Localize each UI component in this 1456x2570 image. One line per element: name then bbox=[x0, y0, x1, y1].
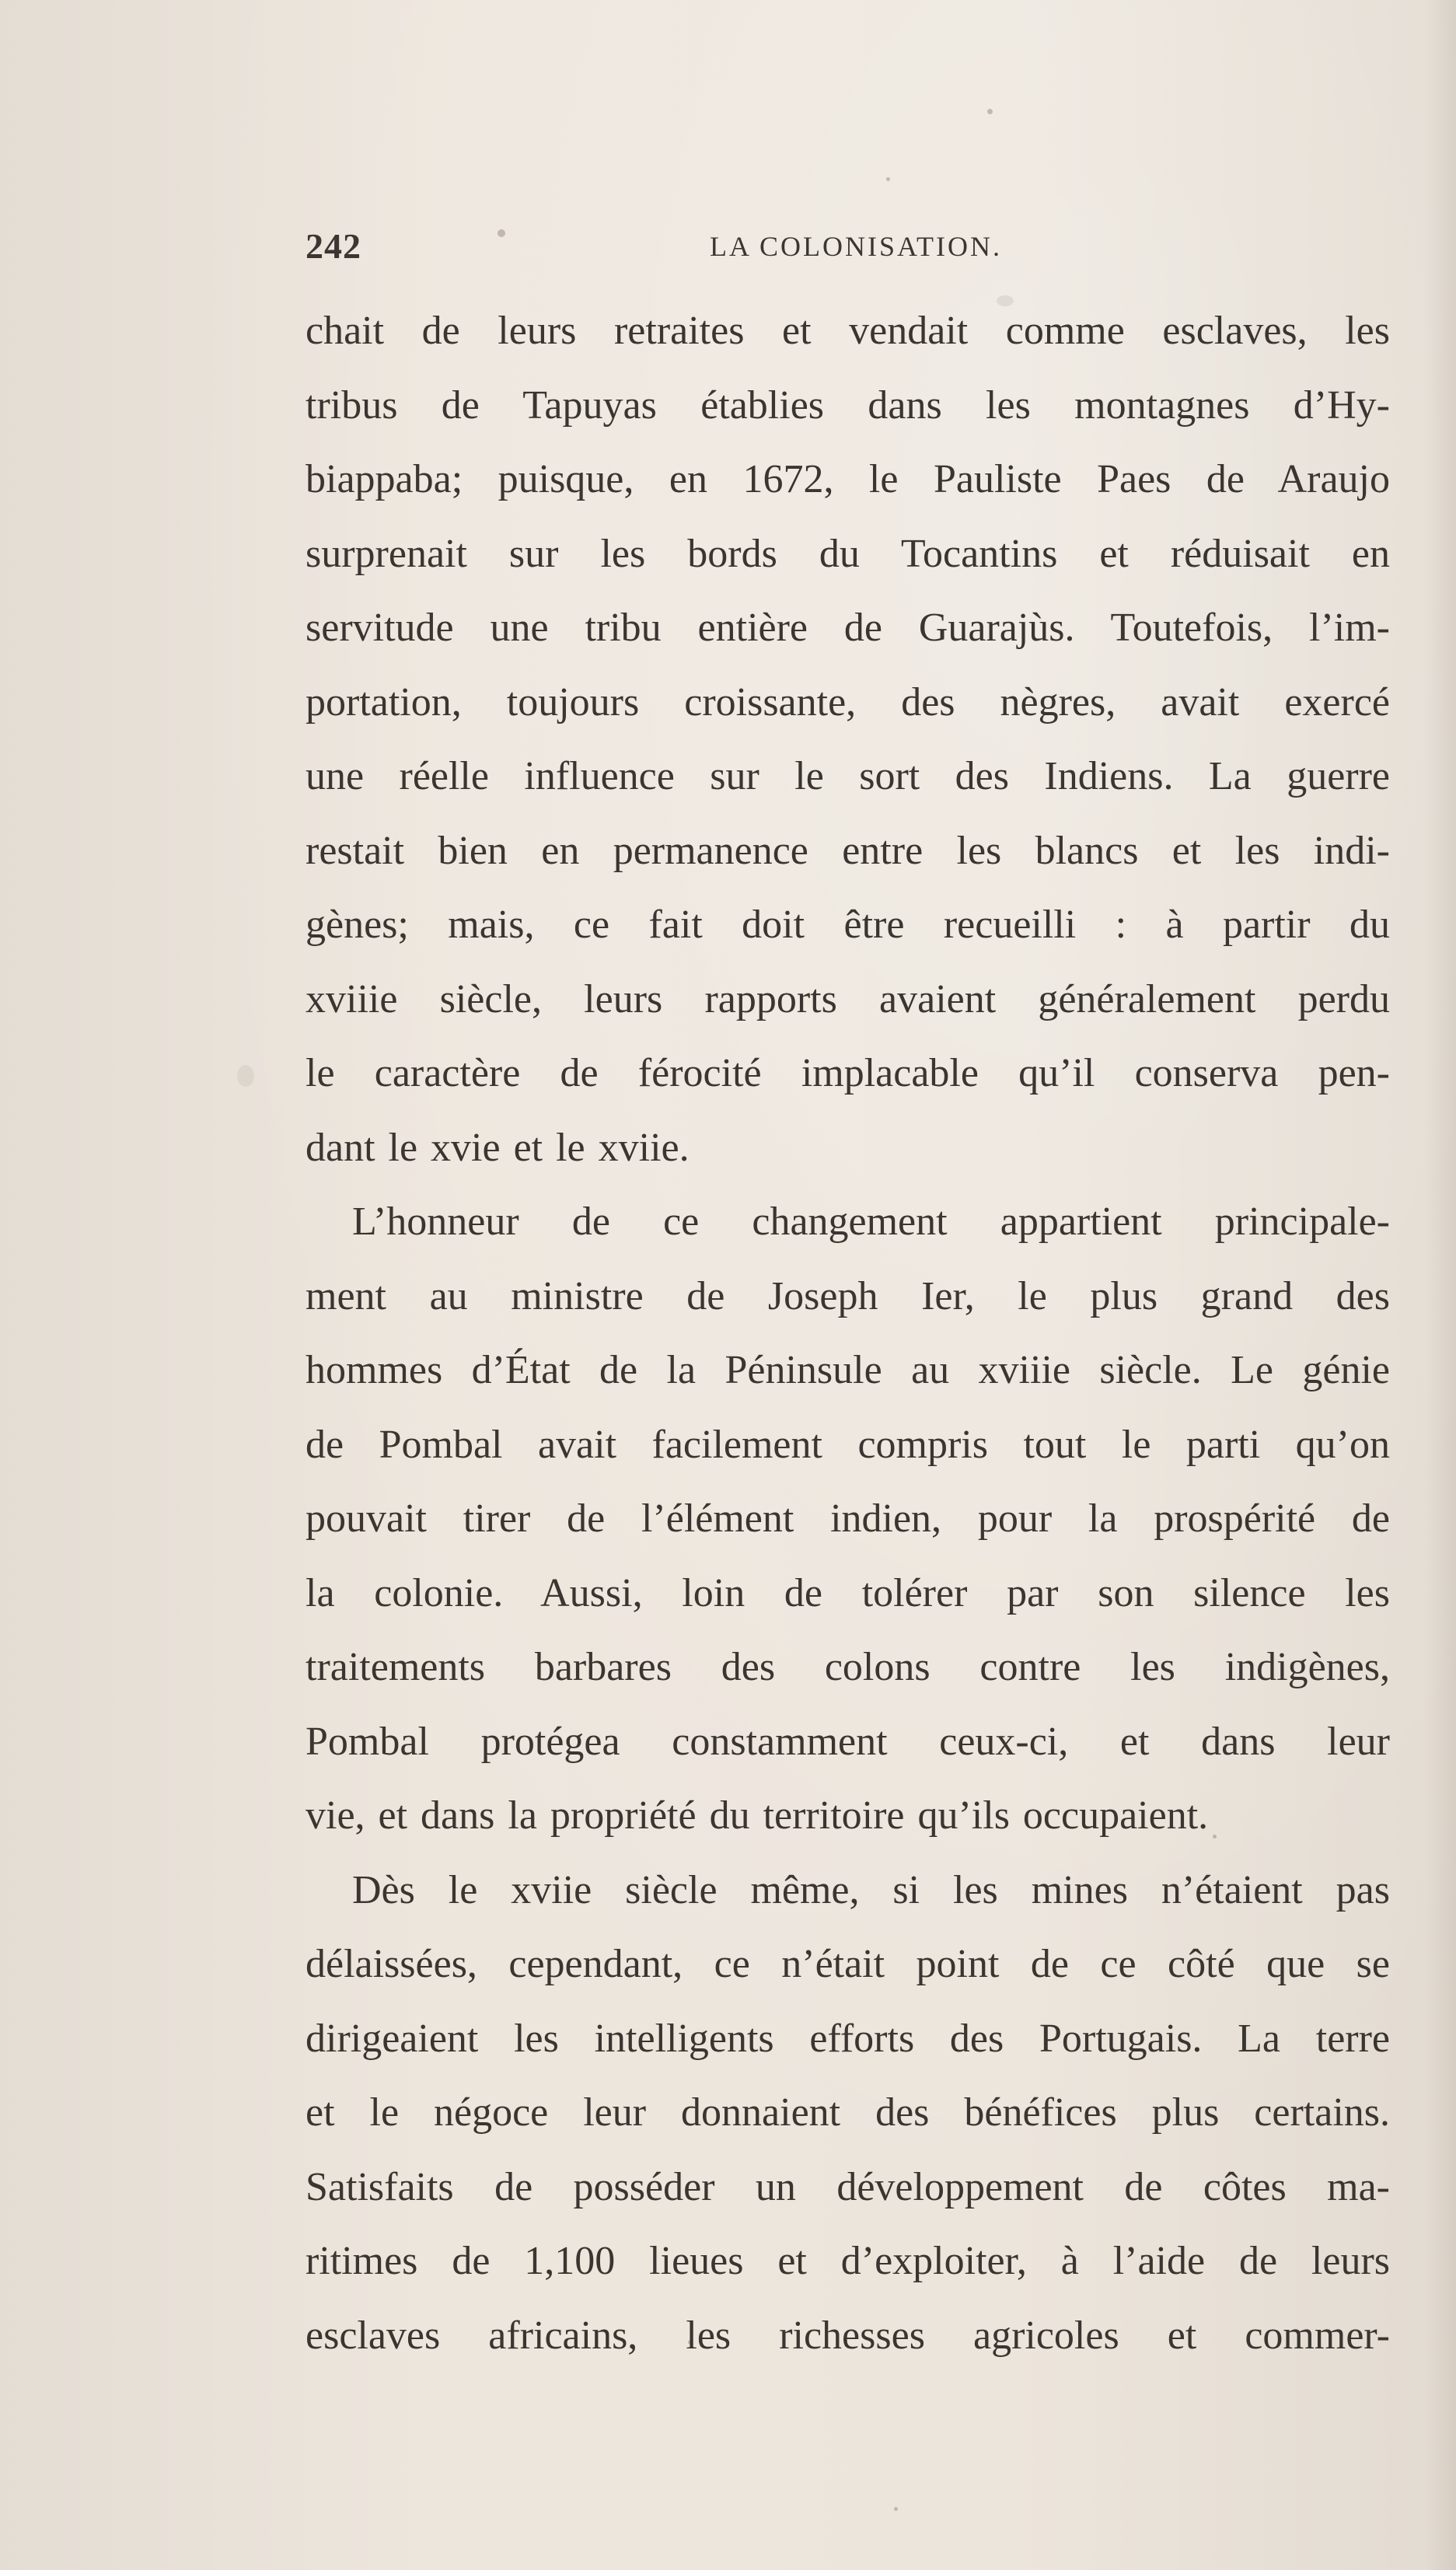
text-line: surprenait sur les bords du Tocantins et réduisait en bbox=[306, 531, 1390, 576]
running-head bbox=[306, 225, 1394, 280]
text-line: servitude une tribu entière de Guarajùs. Toutefois, l’im- bbox=[306, 606, 1390, 650]
text-line: le caractère de férocité implacable qu’il conserva pen- bbox=[306, 1051, 1390, 1095]
paper-speck bbox=[237, 1065, 254, 1087]
text-line: chait de leurs retraites et vendait comme esclaves, les bbox=[306, 309, 1390, 353]
paper-speck bbox=[886, 177, 890, 181]
paper-speck bbox=[987, 109, 993, 114]
text-line: vie, et dans la propriété du territoire qu’ils occupaient. bbox=[306, 1793, 1209, 1838]
text-line: traitements barbares des colons contre les indigènes, bbox=[306, 1645, 1390, 1689]
text-line: une réelle influence sur le sort des Indiens. La guerre bbox=[306, 754, 1390, 798]
page-number: 242 bbox=[306, 226, 361, 266]
text-line: de Pombal avait facilement compris tout le parti qu’on bbox=[306, 1422, 1390, 1467]
text-line: biappaba; puisque, en 1672, le Pauliste Paes de Araujo bbox=[306, 457, 1390, 501]
text-line: ritimes de 1,100 lieues et d’exploiter, à l’aide de leurs bbox=[306, 2239, 1390, 2283]
text-line: Dès le xviie siècle même, si les mines n’étaient pas bbox=[352, 1867, 1390, 1912]
text-line: Satisfaits de posséder un développement de côtes ma- bbox=[306, 2164, 1390, 2209]
page-edge-shadow bbox=[1425, 0, 1456, 2570]
text-line: et le négoce leur donnaient des bénéfices plus certains. bbox=[306, 2090, 1390, 2135]
paper-speck bbox=[894, 2507, 898, 2511]
running-title: LA COLONISATION. bbox=[710, 231, 1002, 262]
text-line: délaissées, cependant, ce n’était point de ce côté que se bbox=[306, 1942, 1390, 1986]
text-line: pouvait tirer de l’élément indien, pour la prospérité de bbox=[306, 1496, 1390, 1541]
text-line: hommes d’État de la Péninsule au xviiie siècle. Le génie bbox=[306, 1348, 1390, 1392]
text-line: L’honneur de ce changement appartient principale- bbox=[352, 1199, 1390, 1244]
text-line: portation, toujours croissante, des nègres, avait exercé bbox=[306, 679, 1390, 725]
text-line: tribus de Tapuyas établies dans les montagnes d’Hy- bbox=[306, 382, 1390, 428]
text-line: esclaves africains, les richesses agricoles et commer- bbox=[306, 2313, 1390, 2358]
text-line: la colonie. Aussi, loin de tolérer par son silence les bbox=[306, 1570, 1390, 1615]
text-line: gènes; mais, ce fait doit être recueilli : à partir du bbox=[306, 903, 1390, 947]
body-text bbox=[306, 294, 1390, 2373]
text-line: Pombal protégea constamment ceux-ci, et dans leur bbox=[306, 1719, 1390, 1764]
text-line: ment au ministre de Joseph Ier, le plus grand des bbox=[306, 1273, 1390, 1318]
text-line: restait bien en permanence entre les blancs et les indi- bbox=[306, 828, 1390, 873]
text-line: xviiie siècle, leurs rapports avaient généralement perdu bbox=[306, 976, 1390, 1021]
text-line: dirigeaient les intelligents efforts des Portugais. La terre bbox=[306, 2016, 1390, 2061]
text-line: dant le xvie et le xviie. bbox=[306, 1125, 690, 1170]
